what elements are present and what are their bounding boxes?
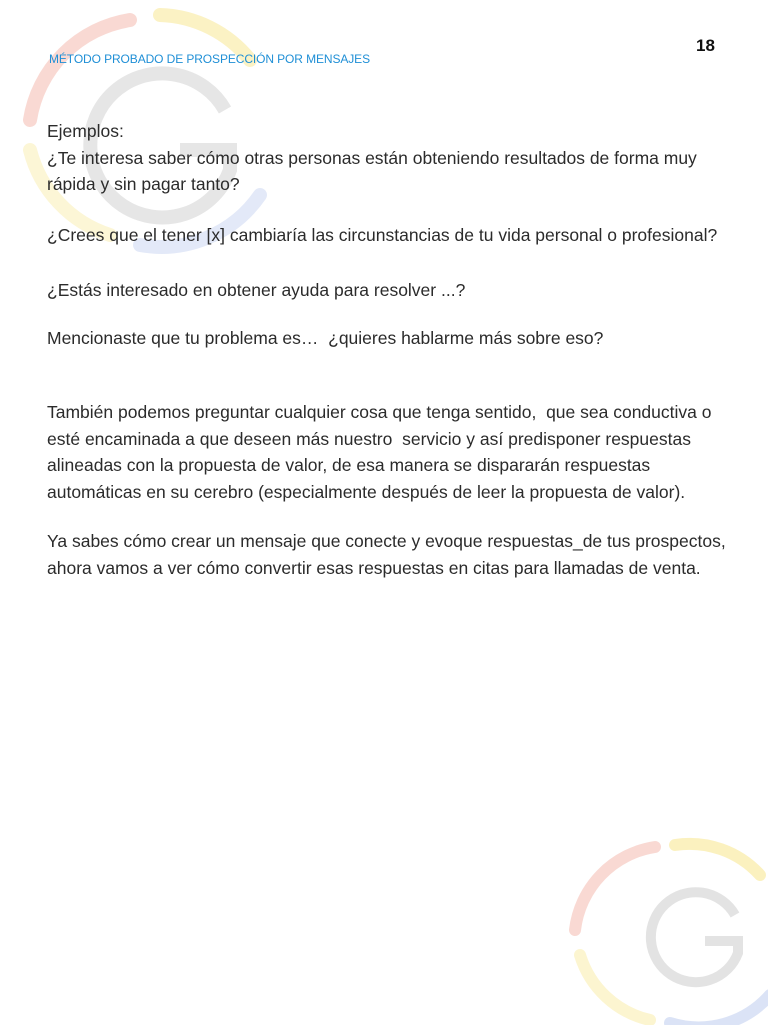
examples-label: Ejemplos: <box>47 121 124 141</box>
logo-g-icon <box>560 835 768 1025</box>
body-paragraph: Ya sabes cómo crear un mensaje que conecte y evoque respuestas_de tus prospectos, ahora vamos a ver cómo convertir esas respuestas en citas para llamadas de venta. <box>47 531 731 578</box>
example-question: ¿Estás interesado en obtener ayuda para resolver ...? <box>47 280 466 300</box>
example-question: ¿Crees que el tener [x] cambiaría las circunstancias de tu vida personal o profesional? <box>47 224 718 245</box>
page-body <box>47 118 731 581</box>
example-question: ¿Te interesa saber cómo otras personas están obteniendo resultados de forma muy rápida y sin pagar tanto? <box>47 147 702 194</box>
running-header-title: MÉTODO PROBADO DE PROSPECCIÓN POR MENSAJES <box>49 52 370 66</box>
example-question: Mencionaste que tu problema es… ¿quieres hablarme más sobre eso? <box>47 327 604 348</box>
body-paragraph: También podemos preguntar cualquier cosa que tenga sentido, que sea conductiva o esté encaminada a que deseen más nuestro servicio y así predisponer respuestas alineadas con la propuesta de valor, de esa manera se dispararán respuestas automáticas en su cerebro (especialmente después de leer la propuesta de valor). <box>47 402 717 502</box>
page-number: 18 <box>696 36 715 55</box>
